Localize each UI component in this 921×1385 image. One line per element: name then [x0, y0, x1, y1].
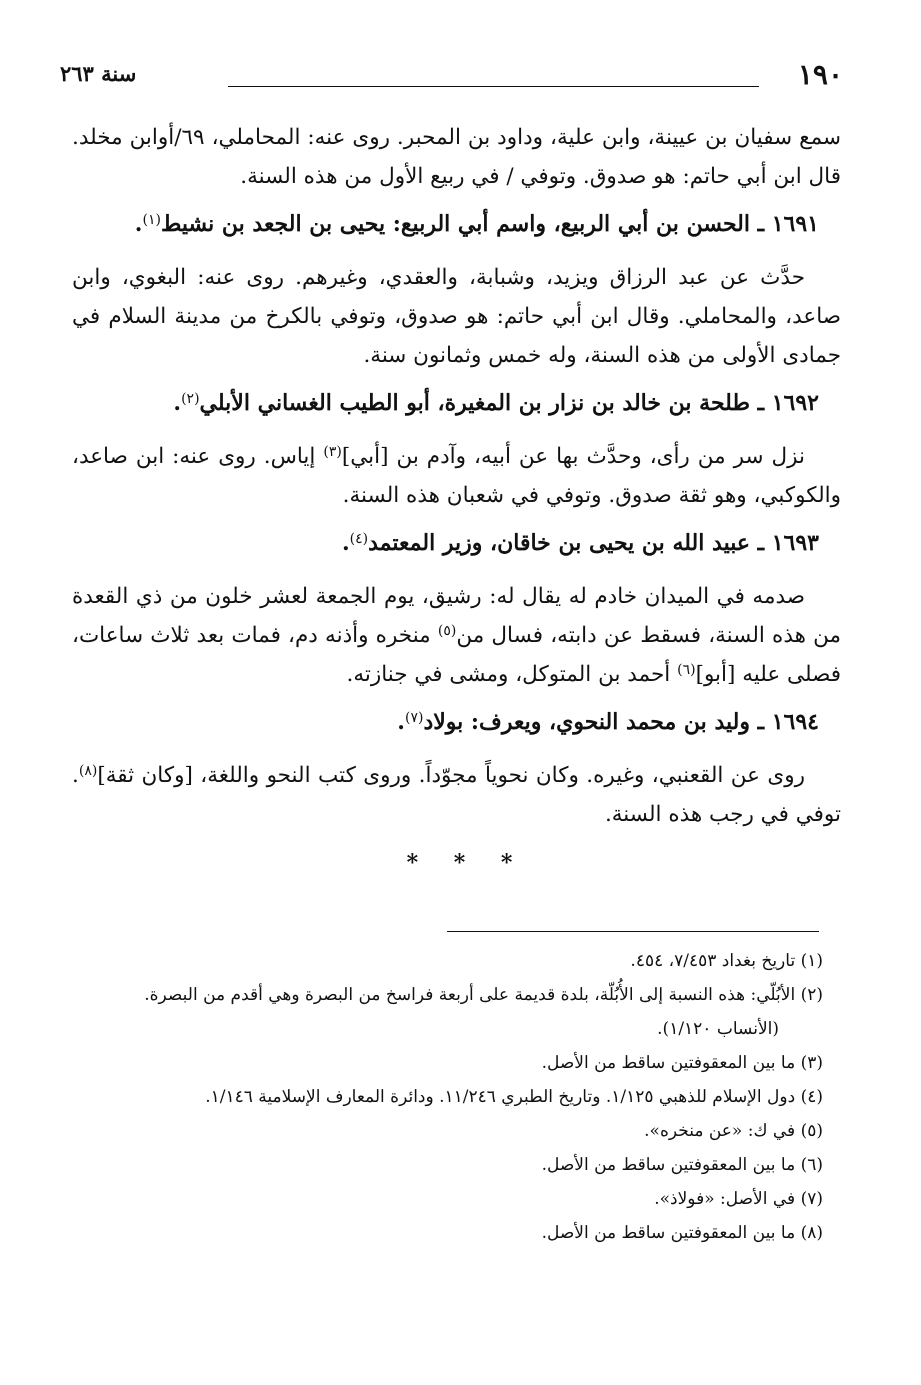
footnote-ref: (٨): [78, 763, 98, 779]
entry-body-text: إياس. روى عنه: ابن صاعد، والكوكبي، وهو ثقة صدوق. وتوفي في شعبان هذه السنة.: [72, 444, 841, 508]
entry-body-text: أحمد بن المتوكل، ومشى في جنازته.: [346, 662, 678, 687]
section-ornament: * * *: [406, 850, 527, 876]
entry-heading-1694: ١٦٩٤ ـ وليد بن محمد النحوي، ويعرف: بولاد$^{(٧)}$.: [397, 709, 819, 735]
entry-heading-1692: ١٦٩٢ ـ طلحة بن خالد بن نزار بن المغيرة، أبو الطيب الغساني الأبلي$^{(٢)}$.: [173, 390, 819, 416]
footnote-2-continuation: (الأنساب ١/١٢٠).: [657, 1019, 779, 1039]
intro-line-1: سمع سفيان بن عيينة، وابن علية، وداود بن المحبر. روى عنه: المحاملي،: [211, 125, 842, 150]
footnote-8: (٨) ما بين المعقوفتين ساقط من الأصل.: [541, 1223, 823, 1243]
footnote-ref: (١): [142, 212, 161, 228]
entry-body-text: منخره وأذنه دم، فمات بعد ثلاث ساعات، فصلى عليه [أبو]: [72, 623, 841, 687]
entry-body-1693: [72, 577, 841, 694]
footnote-ref: (٤): [349, 531, 369, 547]
entry-heading-1693: ١٦٩٣ ـ عبيد الله بن يحيى بن خاقان، وزير المعتمد$^{(٤)}$.: [341, 530, 819, 556]
footnote-ref: (٦): [677, 662, 696, 678]
footnote-2: (٢) الأبُلّي: هذه النسبة إلى الأُبُلّة، بلدة قديمة على أربعة فراسخ من البصرة وهي أقدم من البصرة.: [144, 985, 823, 1005]
entry-title: ١٦٩٤ ـ وليد بن محمد النحوي، ويعرف: بولاد: [423, 709, 819, 735]
intro-line-2: ٦٩/أوابن مخلد. قال ابن أبي حاتم: هو صدوق. وتوفي / في ربيع الأول من هذه السنة.: [72, 125, 841, 189]
entry-body-text: حدَّث عن عبد الرزاق ويزيد، وشبابة، والعقدي، وغيرهم. روى عنه: البغوي، وابن صاعد، والمحاملي. وقال ابن أبي حاتم: هو صدوق، وتوفي بالكرخ من مدينة السلام في جمادى الأولى من هذه السنة، وله خمس وثمانون سنة.: [72, 265, 841, 368]
entry-heading-1691: ١٦٩١ ـ الحسن بن أبي الربيع، واسم أبي الربيع: يحيى بن الجعد بن نشيط$^{(١)}$.: [134, 211, 819, 237]
footnote-rule: [447, 931, 819, 932]
footnote-4: (٤) دول الإسلام للذهبي ١/١٢٥. وتاريخ الطبري ١١/٢٤٦. ودائرة المعارف الإسلامية ١/١٤٦.: [205, 1087, 823, 1107]
entry-body-text: نزل سر من رأى، وحدَّث بها عن أبيه، وآدم بن [أبي]: [341, 444, 805, 469]
entry-body-1694: [72, 756, 841, 834]
footnotes: [118, 944, 823, 1250]
footnote-6: (٦) ما بين المعقوفتين ساقط من الأصل.: [541, 1155, 823, 1175]
footnote-ref: (٥): [437, 623, 457, 639]
page-header: [60, 58, 843, 98]
page-number: ١٩٠: [797, 58, 843, 91]
entry-body-text: روى عن القعنبي، وغيره. وكان نحوياً مجوّداً. وروى كتب النحو واللغة، [وكان ثقة]: [97, 763, 805, 788]
entry-title: ١٦٩١ ـ الحسن بن أبي الربيع، واسم أبي الربيع: يحيى بن الجعد بن نشيط: [160, 211, 819, 237]
footnote-1: (١) تاريخ بغداد ٧/٤٥٣، ٤٥٤.: [630, 951, 823, 971]
entry-body-1691: [72, 258, 841, 375]
entry-title: ١٦٩٣ ـ عبيد الله بن يحيى بن خاقان، وزير المعتمد: [368, 530, 819, 556]
entry-body-1692: [72, 437, 841, 515]
main-text: [72, 118, 841, 876]
entry-body-text: صدمه في الميدان خادم له يقال له: رشيق، يوم الجمعة لعشر خلون من ذي القعدة من هذه السنة، فسقط عن دابته، فسال من: [72, 584, 842, 648]
entry-body-text: . توفي في رجب هذه السنة.: [72, 763, 841, 827]
entry-title: ١٦٩٢ ـ طلحة بن خالد بن نزار بن المغيرة، أبو الطيب الغساني الأبلي: [199, 390, 819, 416]
footnote-ref: (٢): [181, 391, 200, 407]
footnote-3: (٣) ما بين المعقوفتين ساقط من الأصل.: [541, 1053, 823, 1073]
footnote-ref: (٣): [323, 444, 342, 460]
footnote-ref: (٧): [404, 710, 424, 726]
header-rule: [228, 86, 759, 87]
footnote-7: (٧) في الأصل: «فولاذ».: [654, 1189, 823, 1209]
footnote-5: (٥) في ك: «عن منخره».: [644, 1121, 823, 1141]
running-title: سنة ٢٦٣: [60, 61, 137, 86]
intro-paragraph: [72, 118, 841, 196]
